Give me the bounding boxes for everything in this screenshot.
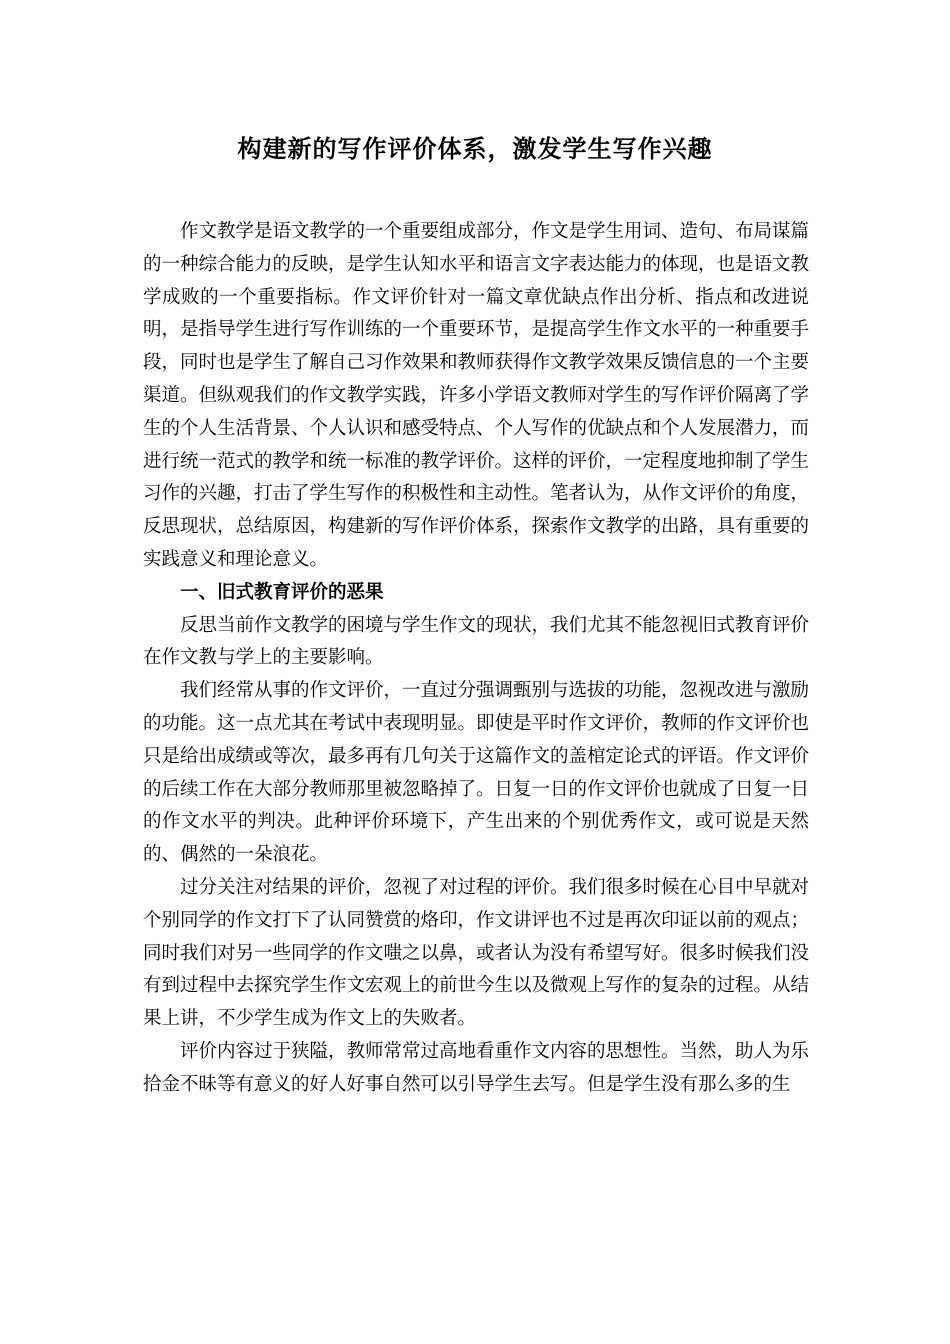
section-heading: 一、旧式教育评价的恶果 (180, 581, 384, 603)
section-paragraph-1: 反思当前作文教学的困境与学生作文的现状，我们尤其不能忽视旧式教育评价在作文教与学上的主要影响。 (143, 614, 810, 669)
document-body (143, 216, 809, 1102)
document-title: 构建新的写作评价体系，激发学生写作兴趣 (237, 134, 713, 163)
section-paragraph-2: 我们经常从事的作文评价，一直过分强调甄别与选拔的功能，忽视改进与激励的功能。这一点尤其在考试中表现明显。即使是平时作文评价，教师的作文评价也只是给出成绩或等次，最多再有几句关于这篇作文的盖棺定论式的评语。作文评价的后续工作在大部分教师那里被忽略掉了。日复一日的作文评价也就成了日复一日的作文水平的判决。此种评价环境下，产生出来的个别优秀作文，或可说是天然的、偶然的一朵浪花。 (143, 680, 810, 866)
section-paragraph-4: 评价内容过于狭隘，教师常常过高地看重作文内容的思想性。当然，助人为乐拾金不昧等有意义的好人好事自然可以引导学生去写。但是学生没有那么多的生 (143, 1040, 810, 1095)
intro-paragraph: 作文教学是语文教学的一个重要组成部分，作文是学生用词、造句、布局谋篇的一种综合能力的反映，是学生认知水平和语言文字表达能力的体现，也是语文教学成败的一个重要指标。作文评价针对一篇文章优缺点作出分析、指点和改进说明，是指导学生进行写作训练的一个重要环节，是提高学生作文水平的一种重要手段，同时也是学生了解自己习作效果和教师获得作文教学效果反馈信息的一个主要渠道。但纵观我们的作文教学实践，许多小学语文教师对学生的写作评价隔离了学生的个人生活背景、个人认识和感受特点、个人写作的优缺点和个人发展潜力，而进行统一范式的教学和统一标准的教学评价。这样的评价，一定程度地抑制了学生习作的兴趣，打击了学生写作的积极性和主动性。笔者认为，从作文评价的角度，反思现状，总结原因，构建新的写作评价体系，探索作文教学的出路，具有重要的实践意义和理论意义。 (143, 221, 810, 570)
section-paragraph-3: 过分关注对结果的评价，忽视了对过程的评价。我们很多时候在心目中早就对个别同学的作文打下了认同赞赏的烙印，作文讲评也不过是再次印证以前的观点；同时我们对另一些同学的作文嗤之以鼻，或者认为没有希望写好。很多时候我们没有到过程中去探究学生作文宏观上的前世今生以及微观上写作的复杂的过程。从结果上讲，不少学生成为作文上的失败者。 (143, 876, 810, 1030)
